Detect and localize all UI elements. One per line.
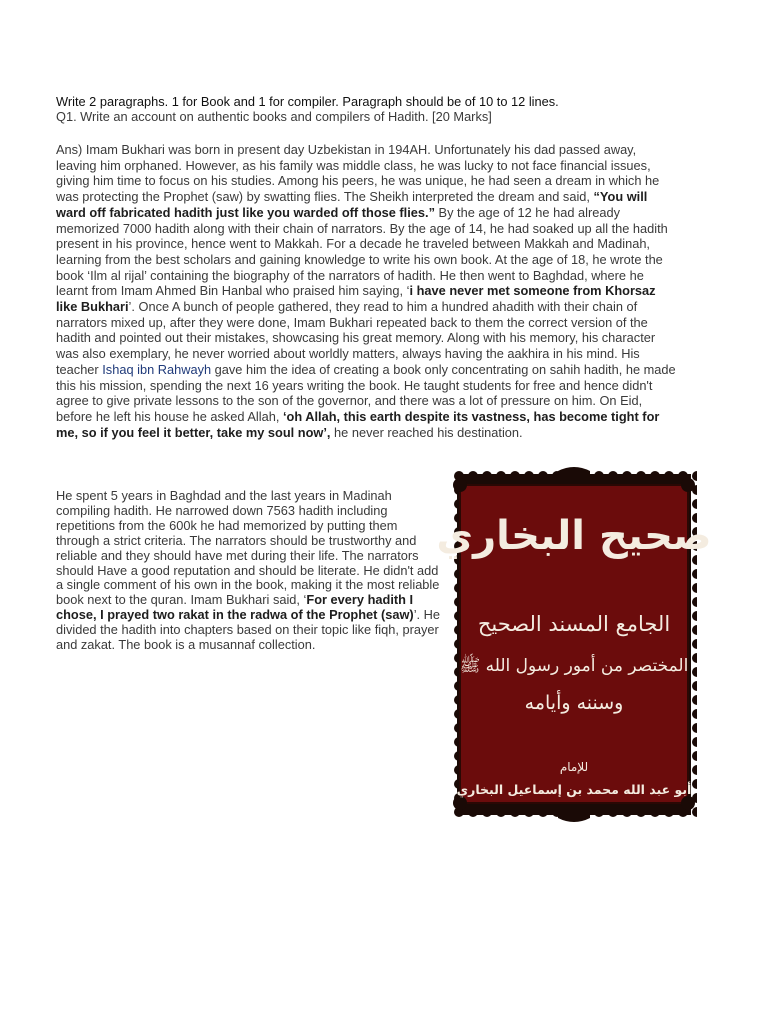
quote-sheikh: “You will ward off fabricated hadith just like you warded off those flies.” (56, 189, 648, 220)
cover-author: أبو عبد الله محمد بن إسماعيل البخاري (456, 782, 692, 797)
quote-dua: ‘oh Allah, this earth despite its vastness, has become tight for me, so if you feel it better, take my soul now’, (56, 408, 660, 440)
book-paragraph: He spent 5 years in Baghdad and the last years in Madinah compiling hadith. He narrowed down 7563 hadith including repetitions from the 600k he had memorized by putting them through a strict criteria. The narrators should be trustworthy and reliable and they should have met during their life. The narrators should Have a good reputation and should be literate. He didn't add a single comment of his own in the book, making it the most reliable book next to the quran. Imam Bukhari said, ‘For every hadith I chose, I prayed two rakat in the radwa of the Prophet (saw)’. He divided the hadith into chapters based on their topic like fiqh, prayer and zakat. The book is a musannaf collection. (56, 488, 440, 653)
cover-subtitle-1: الجامع المسند الصحيح (477, 612, 671, 636)
corner-ornament-icon (453, 796, 467, 810)
cover-title: صحيح البخاري (436, 513, 712, 559)
corner-ornament-icon (681, 478, 695, 492)
question-line: Q1. Write an account on authentic books and compilers of Hadith. [20 Marks] (56, 109, 492, 124)
answer-paragraph: Ans) Imam Bukhari was born in present day Uzbekistan in 194AH. Unfortunately his dad passed away, leaving him orphaned. However, as his family was middle class, he was lucky to not face financial issues, giving him time to focus on his studies. Among his peers, he was unique, he had seen a dream in which he was protecting the Prophet (saw) by swatting flies. The Sheikh interpreted the dream and said, “You will ward off fabricated hadith just like you warded off those flies.” By the age of 12 he had already memorized 7000 hadith along with their chain of narrators. By the age of 14, he had soaked up all the hadith present in his province, hence went to Makkah. For a decade he traveled between Makkah and Madinah, learning from the best scholars and gaining knowledge to write his own book. At the age of 18, he wrote the book ‘Ilm al rijal’ containing the biography of the narrators of hadith. He then went to Baghdad, where he learnt from Imam Ahmed Bin Hanbal who praised him saying, ‘i have never met someone from Khorsaz like Bukhari’. Once A bunch of people gathered, they read to him a hundred ahadith with their chain of narrators mixed up, after they were done, Imam Bukhari repeated back to them the correct version of the hadith and pointed out their mistakes, showcasing his great memory. Along with his memory, his character was also exemplary, he never worried about worldly matters, always having the aakhira in his mind. His teacher Ishaq ibn Rahwayh gave him the idea of creating a book only concentrating on sahih hadith, he made this his mission, spending the next 16 years writing the book. He taught students for free and hence didn't agree to give private lessons to the son of the governor, and there was a lot of pressure on him. On Eid, before he left his house he asked Allah, ‘oh Allah, this earth despite its vastness, has become tight for me, so if you feel it better, take my soul now’, he never reached his destination. (56, 142, 676, 440)
cover-subtitle-3: وسننه وأيامه (524, 692, 624, 714)
corner-ornament-icon (453, 478, 467, 492)
teacher-link[interactable]: Ishaq ibn Rahwayh (102, 361, 212, 377)
quote-imam-ahmed: i have never met someone from Khorsaz like Bukhari (56, 283, 656, 315)
book-cover-image (436, 469, 712, 820)
quote-bukhari: For every hadith I chose, I prayed two rakat in the radwa of the Prophet (saw) (56, 592, 414, 623)
cover-author-prefix: للإمام (559, 760, 589, 774)
instruction-line: Write 2 paragraphs. 1 for Book and 1 for compiler. Paragraph should be of 10 to 12 lines. (56, 94, 559, 109)
corner-ornament-icon (681, 796, 695, 810)
cover-subtitle-2: المختصر من أمور رسول الله ﷺ (459, 656, 689, 676)
